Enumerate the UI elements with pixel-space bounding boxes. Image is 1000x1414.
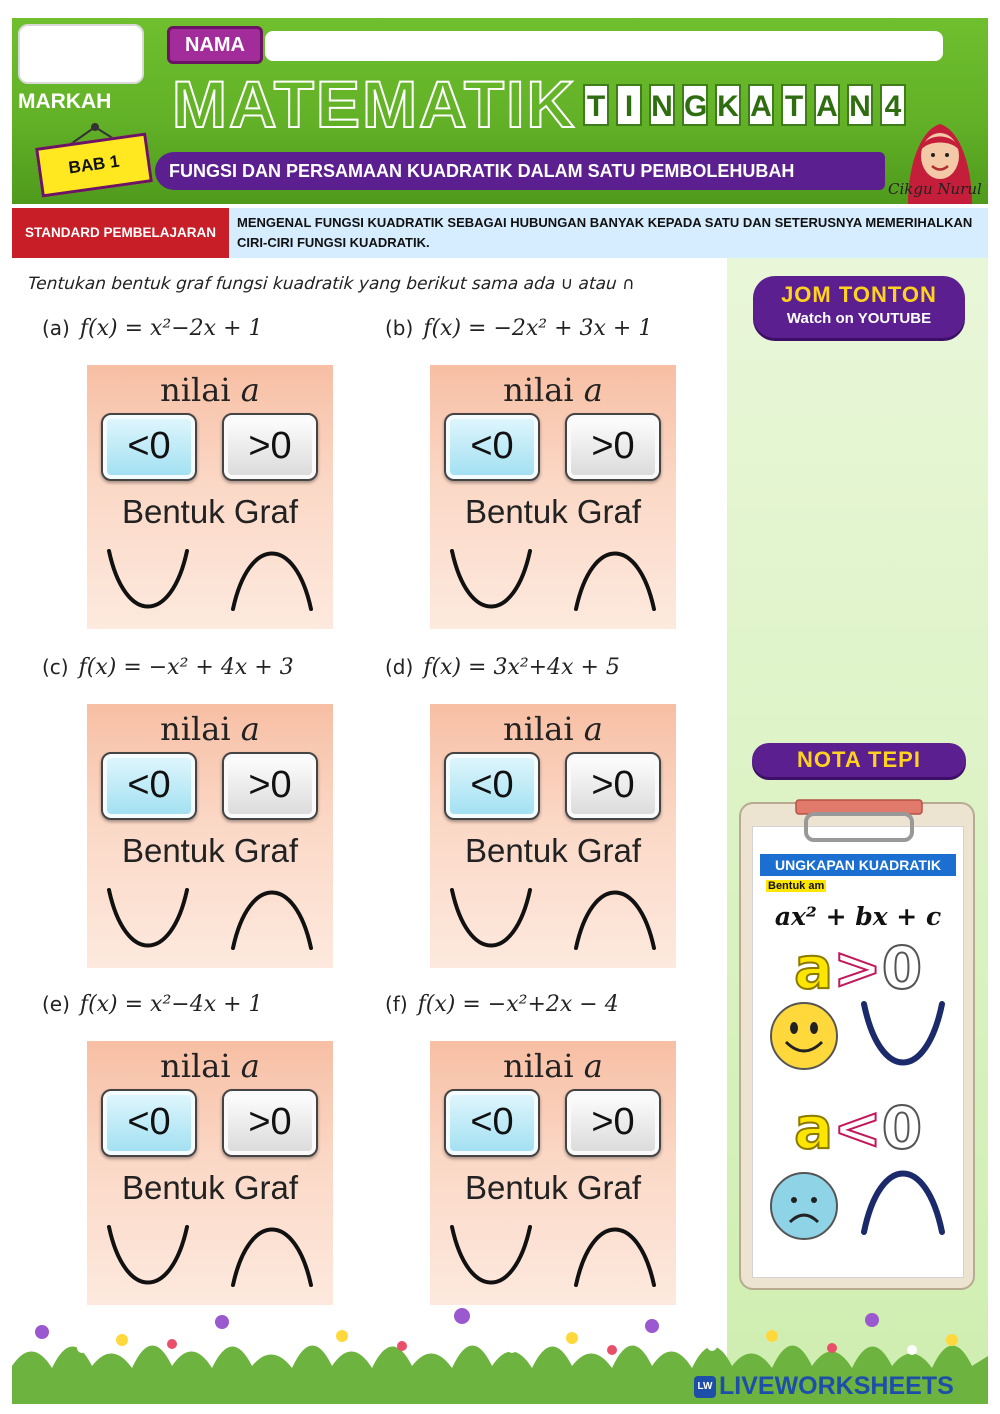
answer-card-a bbox=[87, 365, 333, 629]
u-shape-option-icon[interactable] bbox=[103, 884, 193, 954]
positive-choice-button[interactable]: >0 bbox=[222, 413, 318, 481]
question-label: (c) bbox=[42, 655, 69, 679]
nilai-text: nilai bbox=[503, 1047, 574, 1085]
positive-choice-button[interactable]: >0 bbox=[565, 752, 661, 820]
question-label: (d) bbox=[385, 655, 414, 679]
u-shape-option-icon[interactable] bbox=[103, 1221, 193, 1291]
logo-text: LIVEWORKSHEETS bbox=[719, 1372, 954, 1400]
bentuk-graf-label: Bentuk Graf bbox=[464, 832, 642, 869]
tingkatan-letter: G bbox=[682, 84, 708, 126]
nilai-a-label bbox=[430, 710, 676, 748]
topic-banner: FUNGSI DAN PERSAMAAN KUADRATIK DALAM SATU PEMBOLEHUBAH bbox=[155, 152, 885, 190]
nota-tepi-label: NOTA TEPI bbox=[752, 743, 966, 777]
n-shape-option-icon[interactable] bbox=[570, 545, 660, 615]
cond-zero: 0 bbox=[881, 934, 923, 1002]
question-d bbox=[385, 655, 620, 680]
chapter-badge: BAB 1 bbox=[35, 132, 153, 197]
question-f bbox=[385, 992, 619, 1017]
a-symbol: a bbox=[583, 710, 603, 748]
markah-label: MARKAH bbox=[18, 90, 112, 113]
tingkatan-letter: A bbox=[748, 84, 774, 126]
tingkatan-letter: A bbox=[814, 84, 840, 126]
question-equation: f(x) = x²−4x + 1 bbox=[79, 992, 263, 1017]
condition-positive bbox=[752, 934, 964, 1002]
logo-badge: LW bbox=[694, 1376, 716, 1398]
question-label: (b) bbox=[385, 316, 414, 340]
jom-tonton-label: JOM TONTON bbox=[781, 282, 937, 307]
tingkatan-letter: I bbox=[616, 84, 642, 126]
a-symbol: a bbox=[240, 371, 260, 409]
clip-icon bbox=[792, 796, 926, 846]
nilai-text: nilai bbox=[160, 371, 231, 409]
page-title: MATEMATIK bbox=[172, 67, 577, 141]
question-c bbox=[42, 655, 294, 680]
question-equation: f(x) = −x²+2x − 4 bbox=[417, 992, 619, 1017]
tingkatan-number: 4 bbox=[880, 84, 906, 126]
bentuk-am-label: Bentuk am bbox=[768, 880, 825, 892]
negative-choice-button[interactable]: <0 bbox=[101, 1089, 197, 1157]
tingkatan-letter: N bbox=[847, 84, 873, 126]
nilai-a-label bbox=[87, 1047, 333, 1085]
standard-text: MENGENAL FUNGSI KUADRATIK SEBAGAI HUBUNGAN BANYAK KEPADA SATU DAN SETERUSNYA MEMERIHALKAN CIRI-CIRI FUNGSI KUADRATIK. bbox=[229, 208, 988, 258]
bentuk-graf-label: Bentuk Graf bbox=[121, 832, 299, 869]
question-a bbox=[42, 316, 263, 341]
n-shape-option-icon[interactable] bbox=[227, 884, 317, 954]
positive-choice-button[interactable]: >0 bbox=[565, 1089, 661, 1157]
a-symbol: a bbox=[583, 1047, 603, 1085]
ungkapan-kuadratik-title: UNGKAPAN KUADRATIK bbox=[760, 854, 956, 876]
negative-choice-button[interactable]: <0 bbox=[444, 1089, 540, 1157]
cond-zero: 0 bbox=[881, 1094, 923, 1162]
u-shape-option-icon[interactable] bbox=[446, 884, 536, 954]
positive-choice-button[interactable]: >0 bbox=[222, 1089, 318, 1157]
positive-choice-button[interactable]: >0 bbox=[222, 752, 318, 820]
watch-label: Watch on YOUTUBE bbox=[786, 310, 932, 327]
nilai-a-label bbox=[430, 371, 676, 409]
question-e bbox=[42, 992, 263, 1017]
smiley-icon bbox=[766, 1000, 846, 1072]
u-shape-option-icon[interactable] bbox=[103, 545, 193, 615]
cond-a: a bbox=[793, 1094, 834, 1162]
nama-label: NAMA bbox=[167, 26, 263, 64]
sad-face-icon bbox=[766, 1170, 846, 1242]
bentuk-graf-label: Bentuk Graf bbox=[121, 1169, 299, 1206]
question-b bbox=[385, 316, 652, 341]
nilai-a-label bbox=[87, 371, 333, 409]
standard-label: STANDARD PEMBELAJARAN bbox=[12, 208, 229, 258]
answer-card-b bbox=[430, 365, 676, 629]
n-shape-option-icon[interactable] bbox=[570, 884, 660, 954]
question-label: (e) bbox=[42, 992, 70, 1016]
tingkatan-letter: T bbox=[583, 84, 609, 126]
question-equation: f(x) = −2x² + 3x + 1 bbox=[423, 316, 653, 341]
answer-card-c bbox=[87, 704, 333, 968]
nilai-a-label bbox=[87, 710, 333, 748]
answer-card-d bbox=[430, 704, 676, 968]
negative-choice-button[interactable]: <0 bbox=[444, 752, 540, 820]
n-shape-icon bbox=[858, 1162, 948, 1238]
bentuk-graf-label: Bentuk Graf bbox=[121, 493, 299, 530]
cond-gt: > bbox=[833, 934, 882, 1002]
cond-lt: < bbox=[833, 1094, 882, 1162]
question-equation: f(x) = −x² + 4x + 3 bbox=[78, 655, 294, 680]
answer-card-f bbox=[430, 1041, 676, 1305]
question-equation: f(x) = 3x²+4x + 5 bbox=[423, 655, 620, 680]
question-label: (a) bbox=[42, 316, 70, 340]
tingkatan-letter: K bbox=[715, 84, 741, 126]
bentuk-graf-label: Bentuk Graf bbox=[464, 1169, 642, 1206]
u-shape-icon bbox=[858, 998, 948, 1074]
liveworksheets-logo bbox=[694, 1372, 954, 1401]
nilai-text: nilai bbox=[503, 371, 574, 409]
n-shape-option-icon[interactable] bbox=[227, 1221, 317, 1291]
tingkatan-label bbox=[583, 84, 906, 126]
cond-a: a bbox=[793, 934, 834, 1002]
general-form: ax² + bx + c bbox=[774, 902, 942, 931]
signature: Cikgu Nurul bbox=[888, 180, 982, 198]
negative-choice-button[interactable]: <0 bbox=[444, 413, 540, 481]
answer-card-e bbox=[87, 1041, 333, 1305]
nilai-text: nilai bbox=[160, 1047, 231, 1085]
u-shape-option-icon[interactable] bbox=[446, 1221, 536, 1291]
bentuk-graf-label: Bentuk Graf bbox=[464, 493, 642, 530]
a-symbol: a bbox=[240, 1047, 260, 1085]
tingkatan-letter: N bbox=[649, 84, 675, 126]
nilai-a-label bbox=[430, 1047, 676, 1085]
negative-choice-button[interactable]: <0 bbox=[101, 413, 197, 481]
score-box bbox=[18, 24, 144, 84]
question-label: (f) bbox=[385, 992, 408, 1016]
n-shape-option-icon[interactable] bbox=[227, 545, 317, 615]
n-shape-option-icon[interactable] bbox=[570, 1221, 660, 1291]
nilai-text: nilai bbox=[160, 710, 231, 748]
name-input[interactable] bbox=[265, 31, 943, 61]
negative-choice-button[interactable]: <0 bbox=[101, 752, 197, 820]
instruction: Tentukan bentuk graf fungsi kuadratik yang berikut sama ada ∪ atau ∩ bbox=[27, 274, 636, 294]
tingkatan-letter: T bbox=[781, 84, 807, 126]
condition-negative bbox=[752, 1094, 964, 1162]
a-symbol: a bbox=[240, 710, 260, 748]
u-shape-option-icon[interactable] bbox=[446, 545, 536, 615]
positive-choice-button[interactable]: >0 bbox=[565, 413, 661, 481]
watch-youtube-button[interactable] bbox=[753, 276, 965, 338]
a-symbol: a bbox=[583, 371, 603, 409]
nilai-text: nilai bbox=[503, 710, 574, 748]
question-equation: f(x) = x²−2x + 1 bbox=[79, 316, 263, 341]
